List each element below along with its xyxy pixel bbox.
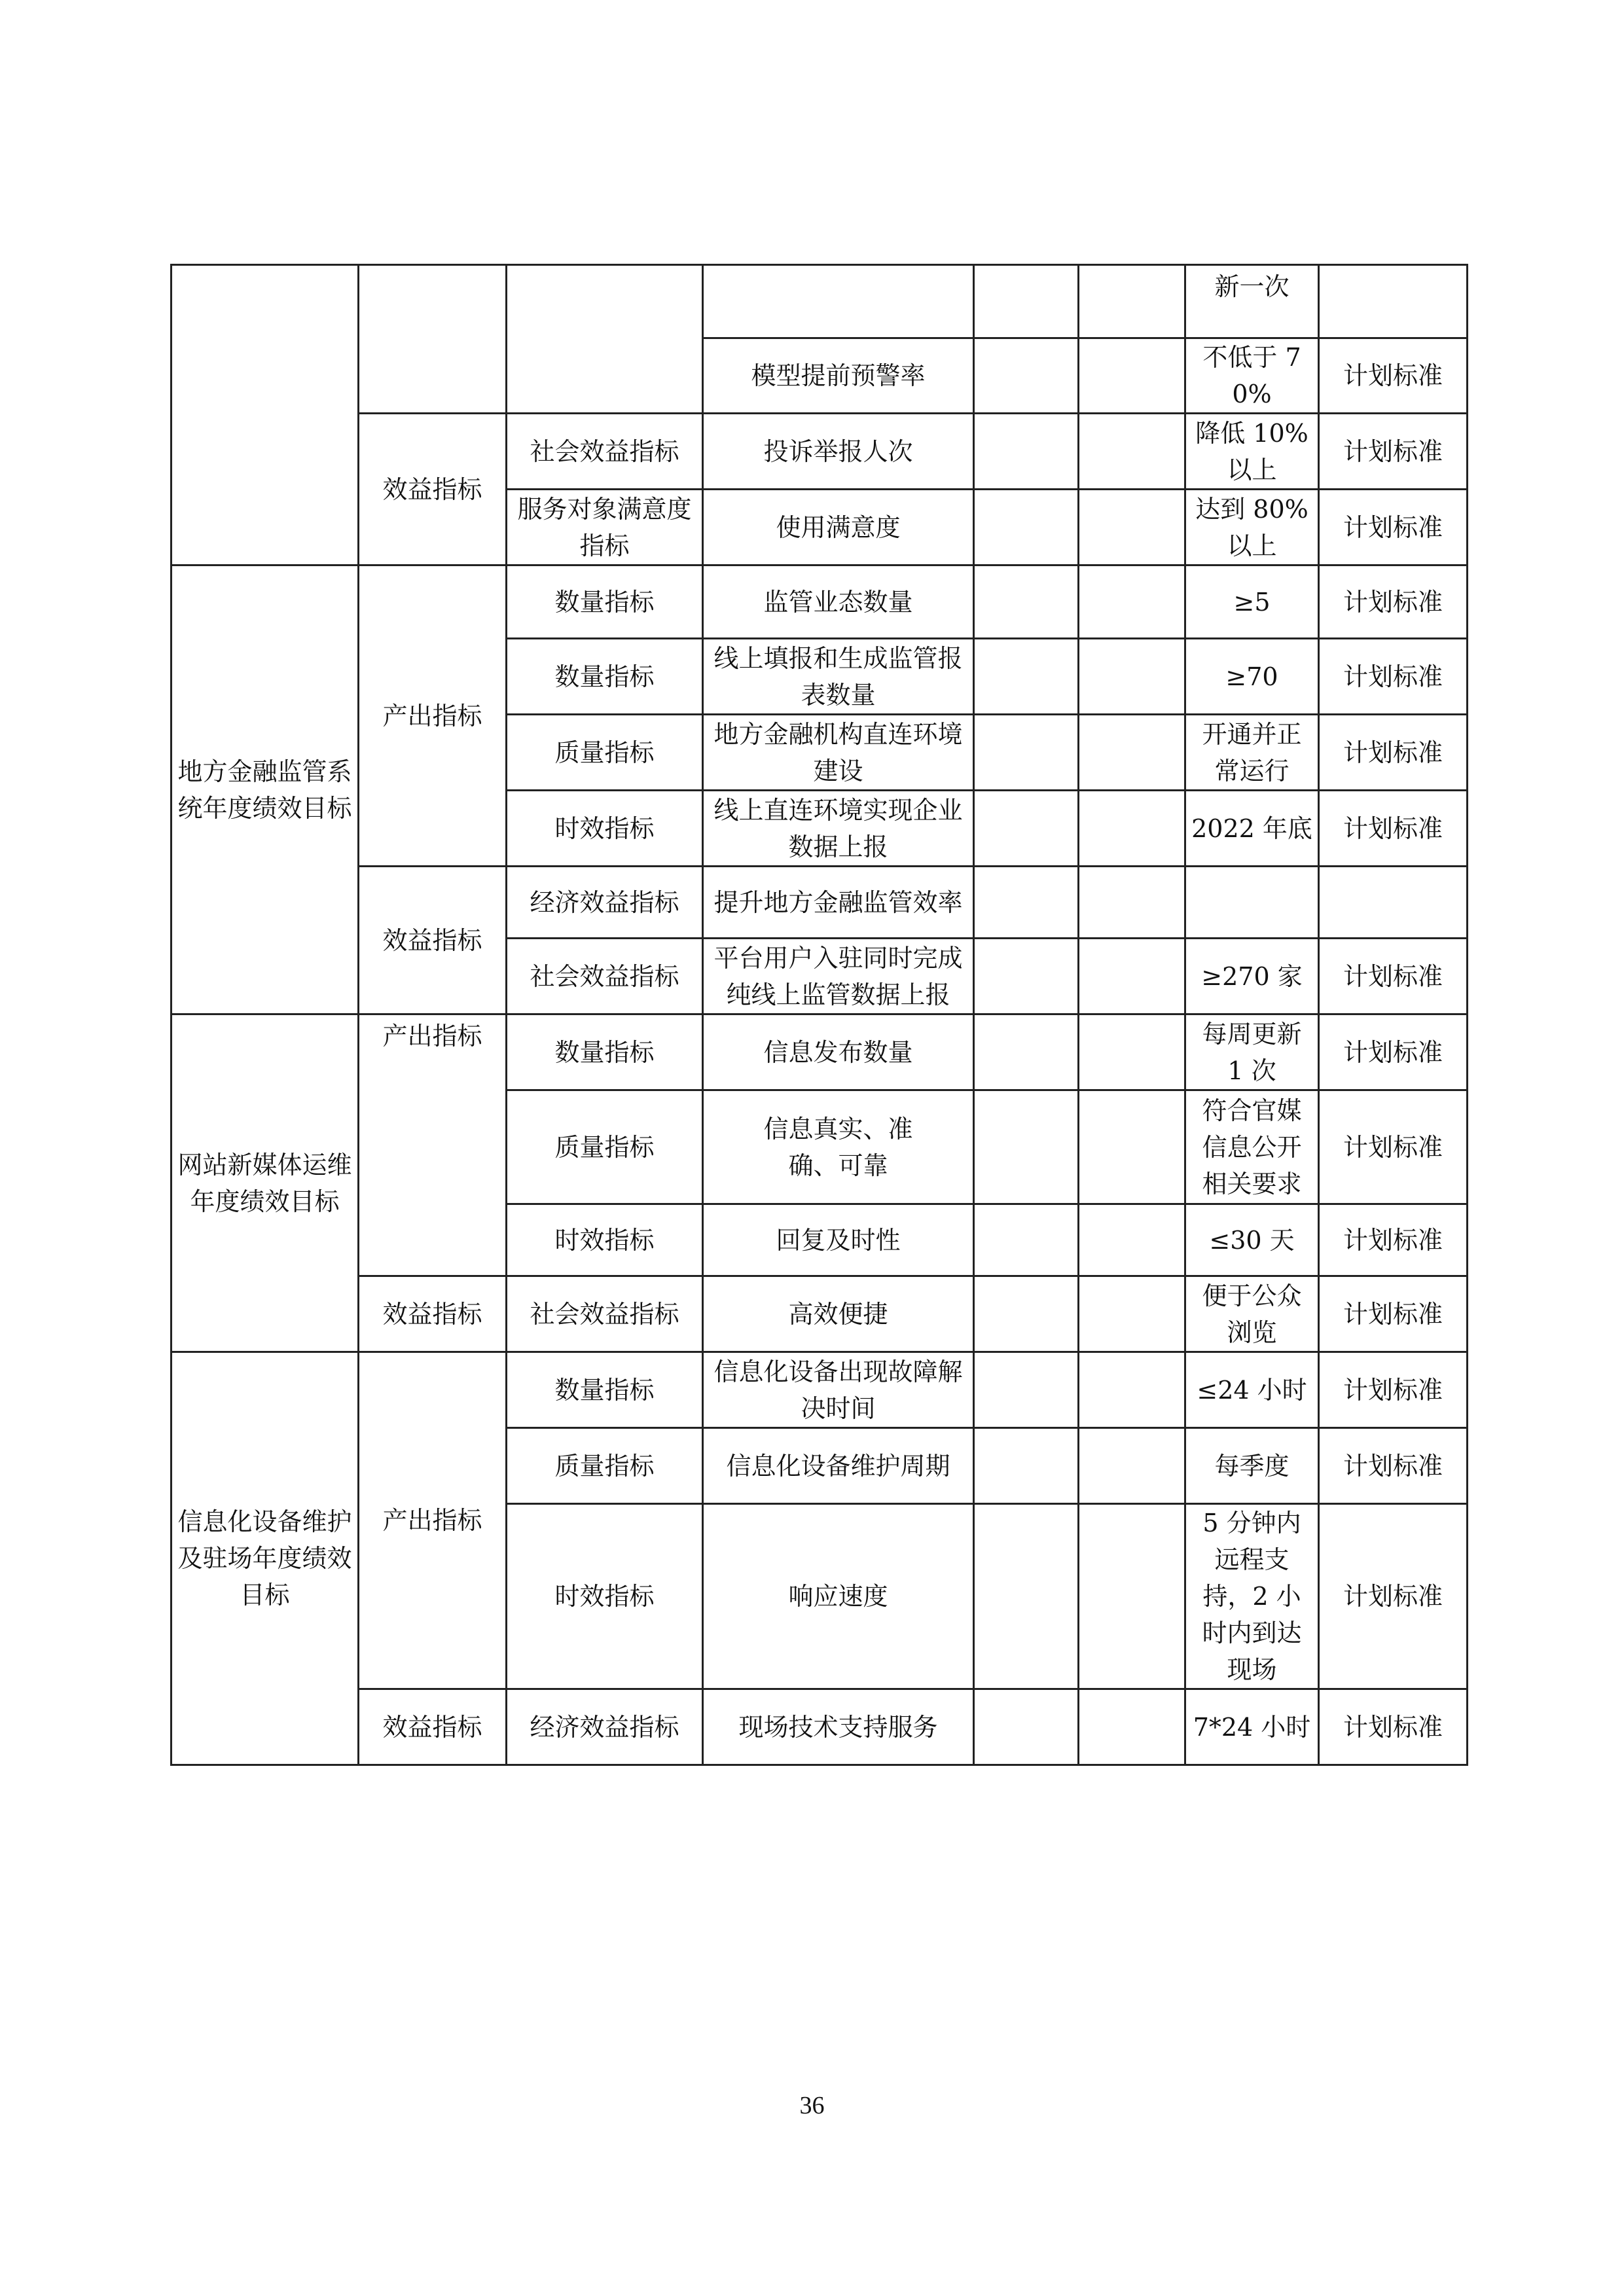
- target-value-cell: ≥70: [1185, 639, 1319, 715]
- level1-indicator-cell: 产出指标: [359, 1352, 507, 1689]
- level1-indicator-cell: 效益指标: [359, 414, 507, 565]
- empty-cell: [974, 1504, 1079, 1689]
- level2-indicator-cell: 质量指标: [507, 715, 703, 791]
- standard-cell: 计划标准: [1319, 414, 1468, 490]
- sub-indicator-cell: 响应速度: [703, 1504, 974, 1689]
- sub-indicator-cell: 使用满意度: [703, 490, 974, 565]
- level2-indicator-cell: 经济效益指标: [507, 867, 703, 939]
- target-value-cell: ≤24 小时: [1185, 1352, 1319, 1428]
- level1-cell-continued: [359, 265, 507, 414]
- empty-cell: [974, 338, 1079, 414]
- empty-cell: [974, 490, 1079, 565]
- target-value-cell: 2022 年底: [1185, 791, 1319, 867]
- empty-cell: [1079, 1352, 1185, 1428]
- level2-indicator-cell: 数量指标: [507, 639, 703, 715]
- level1-indicator-cell: 产出指标: [359, 565, 507, 867]
- standard-cell: 计划标准: [1319, 1504, 1468, 1689]
- empty-cell: [1079, 867, 1185, 939]
- empty-cell: [974, 867, 1079, 939]
- empty-cell: [1079, 1504, 1185, 1689]
- page-number: 36: [799, 2092, 825, 2119]
- level2-indicator-cell: 质量指标: [507, 1090, 703, 1204]
- empty-cell: [1079, 490, 1185, 565]
- target-value-cell: ≤30 天: [1185, 1204, 1319, 1276]
- level2-indicator-cell: 时效指标: [507, 791, 703, 867]
- empty-cell: [1079, 1014, 1185, 1090]
- standard-cell: 计划标准: [1319, 791, 1468, 867]
- target-value-cell: ≥270 家: [1185, 939, 1319, 1014]
- empty-cell: [974, 1689, 1079, 1765]
- target-value-cell: 新一次: [1185, 265, 1319, 338]
- sub-indicator-cell: 提升地方金融监管效率: [703, 867, 974, 939]
- empty-cell: [974, 639, 1079, 715]
- target-value-cell: 便于公众浏览: [1185, 1276, 1319, 1352]
- standard-cell: 计划标准: [1319, 939, 1468, 1014]
- level2-cell-continued: [507, 265, 703, 414]
- target-value-cell: 达到 80%以上: [1185, 490, 1319, 565]
- sub-indicator-cell: 现场技术支持服务: [703, 1689, 974, 1765]
- level2-indicator-cell: 经济效益指标: [507, 1689, 703, 1765]
- table-row: [171, 265, 1468, 338]
- table-row: [171, 1276, 1468, 1352]
- level2-indicator-cell: 社会效益指标: [507, 939, 703, 1014]
- level2-indicator-cell: 数量指标: [507, 565, 703, 639]
- empty-cell: [1079, 1689, 1185, 1765]
- table-row: [171, 1689, 1468, 1765]
- target-value-cell: 每季度: [1185, 1428, 1319, 1504]
- standard-cell: [1319, 867, 1468, 939]
- empty-cell: [1079, 639, 1185, 715]
- target-value-cell: 降低 10%以上: [1185, 414, 1319, 490]
- empty-cell: [974, 414, 1079, 490]
- table-row: [171, 414, 1468, 490]
- sub-indicator-cell: 信息发布数量: [703, 1014, 974, 1090]
- goal-cell-continued: [171, 265, 359, 565]
- target-value-cell: 7*24 小时: [1185, 1689, 1319, 1765]
- sub-indicator-cell: 监管业态数量: [703, 565, 974, 639]
- standard-cell: 计划标准: [1319, 1689, 1468, 1765]
- sub-indicator-cell: 信息化设备维护周期: [703, 1428, 974, 1504]
- empty-cell: [974, 715, 1079, 791]
- goal-name-cell: 信息化设备维护及驻场年度绩效目标: [171, 1352, 359, 1765]
- sub-indicator-cell: 地方金融机构直连环境建设: [703, 715, 974, 791]
- goal-name-cell: 地方金融监管系统年度绩效目标: [171, 565, 359, 1014]
- level2-indicator-cell: 时效指标: [507, 1204, 703, 1276]
- sub-indicator-cell: 模型提前预警率: [703, 338, 974, 414]
- sub-indicator-cell: 线上直连环境实现企业数据上报: [703, 791, 974, 867]
- standard-cell: 计划标准: [1319, 490, 1468, 565]
- sub-indicator-cell: 投诉举报人次: [703, 414, 974, 490]
- target-value-cell: 不低于 70%: [1185, 338, 1319, 414]
- empty-cell: [974, 1276, 1079, 1352]
- sub-indicator-cell: 平台用户入驻同时完成纯线上监管数据上报: [703, 939, 974, 1014]
- standard-cell: 计划标准: [1319, 1014, 1468, 1090]
- sub-indicator-cell: 回复及时性: [703, 1204, 974, 1276]
- sub-indicator-cell: 高效便捷: [703, 1276, 974, 1352]
- level1-indicator-cell: 效益指标: [359, 1276, 507, 1352]
- level1-indicator-cell: 效益指标: [359, 867, 507, 1014]
- standard-cell: 计划标准: [1319, 715, 1468, 791]
- empty-cell: [1079, 1428, 1185, 1504]
- empty-cell: [974, 791, 1079, 867]
- empty-cell: [974, 939, 1079, 1014]
- standard-cell: 计划标准: [1319, 1276, 1468, 1352]
- target-value-cell: ≥5: [1185, 565, 1319, 639]
- goal-name-cell: 网站新媒体运维年度绩效目标: [171, 1014, 359, 1352]
- standard-cell: 计划标准: [1319, 639, 1468, 715]
- table-row: [171, 1352, 1468, 1428]
- level2-indicator-cell: 服务对象满意度指标: [507, 490, 703, 565]
- target-value-cell: 每周更新 1 次: [1185, 1014, 1319, 1090]
- table-row: [171, 867, 1468, 939]
- standard-cell: 计划标准: [1319, 1428, 1468, 1504]
- standard-cell: 计划标准: [1319, 565, 1468, 639]
- empty-cell: [1079, 1276, 1185, 1352]
- empty-cell: [1079, 1204, 1185, 1276]
- performance-target-table: [170, 264, 1468, 1766]
- empty-cell: [974, 1428, 1079, 1504]
- empty-cell: [974, 565, 1079, 639]
- standard-cell: 计划标准: [1319, 338, 1468, 414]
- empty-cell: [1079, 1090, 1185, 1204]
- empty-cell: [1079, 338, 1185, 414]
- empty-cell: [1079, 715, 1185, 791]
- empty-cell: [1079, 265, 1185, 338]
- empty-cell: [974, 1352, 1079, 1428]
- level2-indicator-cell: 数量指标: [507, 1014, 703, 1090]
- level1-indicator-cell: 效益指标: [359, 1689, 507, 1765]
- standard-cell: [1319, 265, 1468, 338]
- empty-cell: [974, 1204, 1079, 1276]
- empty-cell: [974, 1014, 1079, 1090]
- standard-cell: 计划标准: [1319, 1352, 1468, 1428]
- target-value-cell: 开通并正常运行: [1185, 715, 1319, 791]
- level1-indicator-cell: 产出指标: [359, 1014, 507, 1276]
- sub-indicator-cell: 信息化设备出现故障解决时间: [703, 1352, 974, 1428]
- empty-cell: [1079, 791, 1185, 867]
- empty-cell: [974, 265, 1079, 338]
- target-value-cell: [1185, 867, 1319, 939]
- sub-indicator-cell: 线上填报和生成监管报表数量: [703, 639, 974, 715]
- empty-cell: [974, 1090, 1079, 1204]
- standard-cell: 计划标准: [1319, 1204, 1468, 1276]
- target-value-cell: 符合官媒信息公开相关要求: [1185, 1090, 1319, 1204]
- sub-indicator-cell: [703, 265, 974, 338]
- level2-indicator-cell: 质量指标: [507, 1428, 703, 1504]
- table-row: [171, 565, 1468, 639]
- level2-indicator-cell: 社会效益指标: [507, 414, 703, 490]
- sub-indicator-cell: 信息真实、准确、可靠: [703, 1090, 974, 1204]
- table-row: [171, 1014, 1468, 1090]
- level2-indicator-cell: 社会效益指标: [507, 1276, 703, 1352]
- empty-cell: [1079, 414, 1185, 490]
- standard-cell: 计划标准: [1319, 1090, 1468, 1204]
- level2-indicator-cell: 时效指标: [507, 1504, 703, 1689]
- empty-cell: [1079, 939, 1185, 1014]
- empty-cell: [1079, 565, 1185, 639]
- target-value-cell: 5 分钟内远程支持，2 小时内到达现场: [1185, 1504, 1319, 1689]
- level2-indicator-cell: 数量指标: [507, 1352, 703, 1428]
